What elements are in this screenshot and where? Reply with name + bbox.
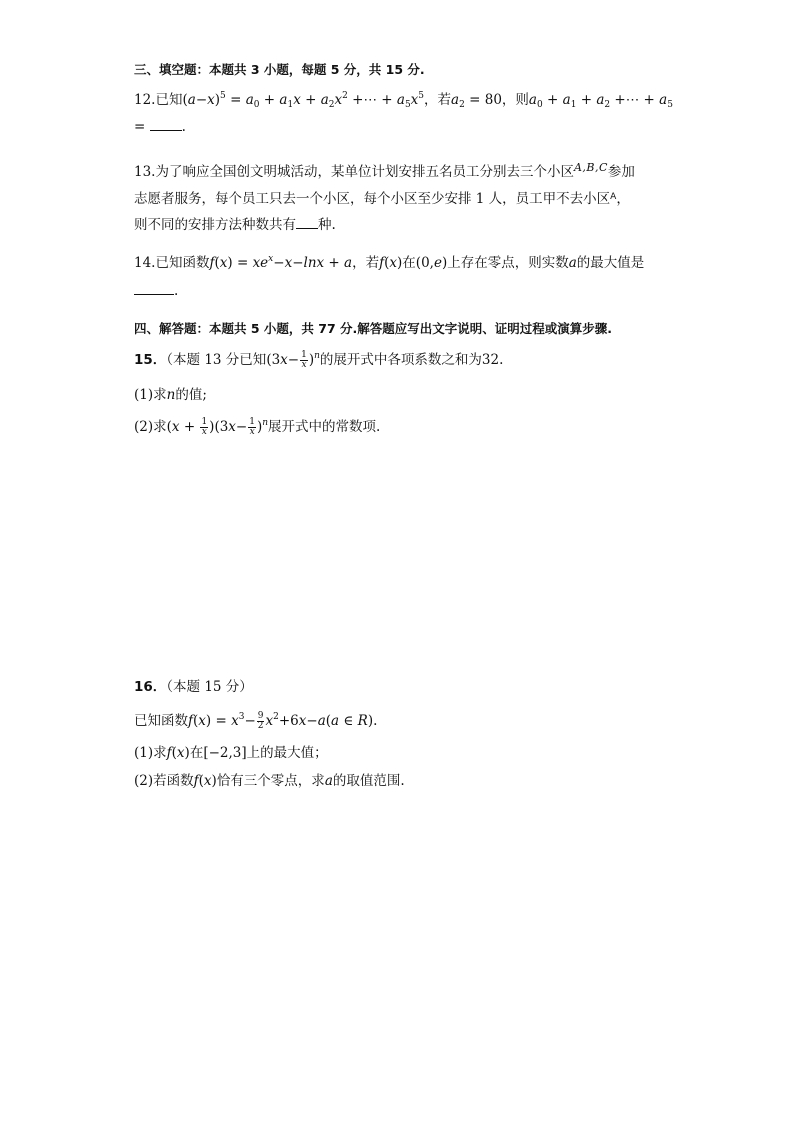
answer-blank[interactable] xyxy=(134,282,174,295)
question-13-label-a: A xyxy=(610,192,617,202)
question-14-line1: 14.已知函数$f(x) = xe^x-x-\ln x + a$，若f(x)在(0,e)上存在零点，则实数a的最大值是 xyxy=(134,254,645,271)
question-14-mid-2: 在 xyxy=(402,255,416,271)
part-text: 的取值范围. xyxy=(332,773,405,789)
question-15-end: . xyxy=(499,352,504,368)
question-13-labels: A,B,C xyxy=(573,161,608,174)
question-12-number: 12. xyxy=(134,92,156,108)
question-14-line2 xyxy=(134,281,178,301)
part-label: (1) xyxy=(134,387,154,403)
question-13-line1 xyxy=(134,158,635,182)
part-text: 展开式中的常数项. xyxy=(268,419,381,435)
question-13-text-2: 志愿者服务，每个员工只去一个小区，每个小区至少安排 1 人，员工甲不去小区 xyxy=(134,191,611,207)
question-16-stmt-end: . xyxy=(373,713,378,729)
part-text: 求 xyxy=(153,387,167,403)
question-16-points: （本题 15 分） xyxy=(166,679,253,695)
question-15-intro: （本题 13 分已知 xyxy=(166,352,267,368)
question-15-intro-post: 的展开式中各项系数之和为 xyxy=(319,352,482,368)
question-15-part1: (1)求n的值; xyxy=(134,387,207,403)
question-13-tail-3: 种. xyxy=(318,217,336,233)
question-14-number: 14. xyxy=(134,255,156,271)
question-15-number: 15． xyxy=(134,352,167,368)
question-12-value: 80 xyxy=(484,92,502,108)
question-16-statement: 已知函数$f(x) = x^3-$ $\frac{9}{2}$ $x^2+6x-a(a$ ∈ R). xyxy=(134,711,378,731)
question-14-mid-1: ，若 xyxy=(352,255,380,271)
question-13-text-1: 为了响应全国创文明城活动，某单位计划安排五名员工分别去三个小区 xyxy=(155,164,574,180)
section3-header: 三、填空题：本题共 3 小题，每题 5 分，共 15 分. xyxy=(134,62,425,77)
fraction: $\frac{1}{x}$ xyxy=(201,417,208,437)
fraction: $\frac{1}{x}$ xyxy=(249,417,255,437)
fraction: $\frac{1}{x}$ xyxy=(301,350,307,370)
question-15-line1: 15．（本题 13 分已知(3x− $\frac{1}{x}$ )$^n$的展开式中各项系数之和为32. xyxy=(134,350,504,370)
part-text: 上的最大值； xyxy=(246,745,328,761)
answer-blank[interactable] xyxy=(296,216,318,229)
part-text: 若函数 xyxy=(153,773,194,789)
question-16-stmt: 已知函数 xyxy=(134,713,188,729)
question-13-tail-2: ， xyxy=(616,191,630,207)
part-label: (1) xyxy=(134,745,154,761)
question-13-line3 xyxy=(134,215,336,235)
question-12-line2: = . xyxy=(134,119,186,135)
question-12-line1: 12.已知$(a-x)^5 = a_0 + a_1x + a_2x^2$ +⋯ + $a_5x^5$，若$a_2 = 80$，则$a_0 + a_1 + a_2$ +⋯ + $a_5$ xyxy=(134,91,673,110)
answer-blank[interactable] xyxy=(150,118,182,131)
question-13-tail-1: 参加 xyxy=(607,164,635,180)
part-text: 求 xyxy=(153,745,167,761)
fraction: $\frac{9}{2}$ xyxy=(257,711,264,731)
question-13-text-3: 则不同的安排方法种数共有 xyxy=(134,217,296,233)
question-16-number: 16． xyxy=(134,679,167,695)
question-12-prefix: 已知 xyxy=(155,92,183,108)
question-14-prefix: 已知函数 xyxy=(155,255,210,271)
question-12-condition-end: ，则 xyxy=(501,92,529,108)
part-label: (2) xyxy=(134,773,154,789)
part-text: 在 xyxy=(189,745,204,761)
question-13-number: 13. xyxy=(134,164,156,180)
question-15-sum: 32 xyxy=(481,352,500,368)
question-16-part2: (2)若函数f(x)恰有三个零点，求a的取值范围. xyxy=(134,773,405,789)
part-text: 求 xyxy=(153,419,167,435)
part-text: 恰有三个零点，求 xyxy=(216,773,325,789)
question-12-condition-mid: ，若 xyxy=(424,92,452,108)
section4-header: 四、解答题：本题共 5 小题，共 77 分.解答题应写出文字说明、证明过程或演算步骤. xyxy=(134,321,612,336)
question-16-header xyxy=(134,677,253,697)
question-14-mid-3: 上存在零点，则实数 xyxy=(447,255,569,271)
question-14-end: . xyxy=(174,283,179,299)
question-16-part1: (1)求f(x)在[−2,3]上的最大值； xyxy=(134,745,328,761)
question-13-line2 xyxy=(134,187,630,209)
part-label: (2) xyxy=(134,419,154,435)
part-text: 的值; xyxy=(175,387,207,403)
question-15-part2: (2)求(x + $\frac{1}{x}$ )(3x− $\frac{1}{x}$ )$^n$展开式中的常数项. xyxy=(134,417,381,437)
question-14-tail: 的最大值是 xyxy=(576,255,645,271)
question-12-end: . xyxy=(181,119,186,135)
